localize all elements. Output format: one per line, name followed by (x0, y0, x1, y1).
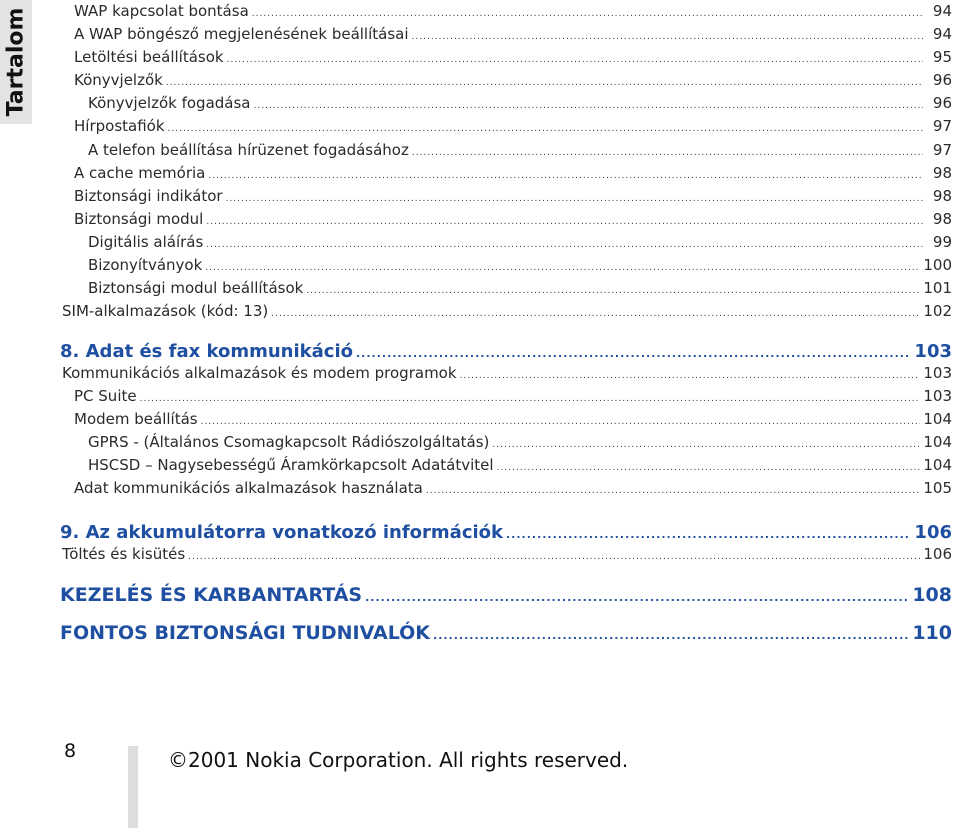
dot-leader (205, 257, 920, 279)
toc-entry-page: 106 (923, 545, 952, 563)
toc-entry-page: 96 (932, 94, 952, 112)
toc-entry[interactable] (88, 139, 952, 161)
toc-entry-title: KEZELÉS ÉS KARBANTARTÁS (60, 584, 363, 606)
toc-entry-page: 103 (914, 341, 952, 362)
dot-leader (254, 95, 924, 117)
dot-leader (140, 388, 921, 410)
dot-leader (271, 303, 920, 325)
dot-leader (365, 584, 909, 612)
toc-entry[interactable] (62, 362, 952, 384)
toc-entry-title: Digitális aláírás (88, 233, 204, 251)
toc-entry-page: 104 (923, 433, 952, 451)
toc-entry[interactable] (62, 300, 952, 322)
toc-entry-title: Bizonyítványok (88, 256, 203, 274)
toc-entry-page: 102 (923, 302, 952, 320)
toc-entry-title: Biztonsági indikátor (74, 187, 223, 205)
toc-entry-title: SIM-alkalmazások (kód: 13) (62, 302, 269, 320)
side-tab-label: Tartalom (3, 7, 29, 117)
dot-leader (306, 280, 920, 302)
toc-entry[interactable] (74, 162, 952, 184)
toc-entry-page: 97 (932, 141, 952, 159)
toc-entry-title: Töltés és kisütés (62, 545, 186, 563)
toc-section-entry[interactable] (60, 581, 952, 609)
dot-leader (433, 622, 909, 650)
toc-entry-title: Kommunikációs alkalmazások és modem programok (62, 364, 457, 382)
dot-leader (188, 546, 920, 568)
toc-entry-title: GPRS - (Általános Csomagkapcsolt Rádiószolgáltatás) (88, 433, 490, 451)
dot-leader (497, 457, 921, 479)
copyright-notice: ©2001 Nokia Corporation. All rights reserved. (168, 748, 629, 772)
toc-entry-title: A cache memória (74, 164, 206, 182)
dot-leader (492, 434, 920, 456)
dot-leader (412, 142, 923, 164)
toc-entry-title: Modem beállítás (74, 410, 198, 428)
toc-entry-page: 104 (923, 456, 952, 474)
toc-entry[interactable] (74, 385, 952, 407)
toc-entry-page: 106 (914, 522, 952, 543)
dot-leader (206, 211, 923, 233)
toc-entry-title: 9. Az akkumulátorra vonatkozó információk (60, 522, 503, 543)
dot-leader (460, 365, 921, 387)
toc-entry[interactable] (74, 408, 952, 430)
side-tab (0, 0, 32, 124)
toc-entry-title: Könyvjelzők fogadása (88, 94, 251, 112)
dot-leader (252, 3, 923, 25)
toc-entry[interactable] (74, 115, 952, 137)
toc-entry-title: Hírpostafiók (74, 117, 165, 135)
toc-entry-title: WAP kapcsolat bontása (74, 2, 249, 20)
toc-entry-title: FONTOS BIZTONSÁGI TUDNIVALÓK (60, 622, 431, 644)
toc-entry[interactable] (88, 231, 952, 253)
dot-leader (226, 188, 923, 210)
toc-entry-title: Biztonsági modul beállítások (88, 279, 304, 297)
toc-entry-page: 94 (932, 25, 952, 43)
toc-entry-title: A WAP böngésző megjelenésének beállításai (74, 25, 409, 43)
toc-entry-page: 98 (932, 164, 952, 182)
toc-entry[interactable] (74, 69, 952, 91)
toc-entry[interactable] (74, 185, 952, 207)
toc-entry-page: 101 (923, 279, 952, 297)
dot-leader (201, 411, 921, 433)
toc-entry-title: 8. Adat és fax kommunikáció (60, 341, 353, 362)
toc-entry-title: Könyvjelzők (74, 71, 163, 89)
toc-entry-page: 99 (932, 233, 952, 251)
toc-entry-page: 100 (923, 256, 952, 274)
dot-leader (208, 165, 923, 187)
toc-entry-page: 95 (932, 48, 952, 66)
toc-entry-page: 96 (932, 71, 952, 89)
dot-leader (227, 49, 923, 71)
toc-entry[interactable] (88, 254, 952, 276)
dot-leader (206, 234, 923, 256)
toc-entry-page: 110 (912, 622, 952, 644)
dot-leader (412, 26, 923, 48)
toc-entry-page: 103 (923, 387, 952, 405)
toc-entry-title: A telefon beállítása hírüzenet fogadásához (88, 141, 409, 159)
toc-entry-page: 103 (923, 364, 952, 382)
toc-entry-page: 98 (932, 187, 952, 205)
toc-entry-title: Biztonsági modul (74, 210, 204, 228)
footer-divider (128, 746, 138, 828)
toc-entry[interactable] (74, 208, 952, 230)
toc-entry[interactable] (74, 23, 952, 45)
toc-entry[interactable] (88, 454, 952, 476)
toc-entry[interactable] (88, 92, 952, 114)
toc-entry-page: 108 (912, 584, 952, 606)
toc-entry[interactable] (74, 0, 952, 22)
dot-leader (166, 72, 923, 94)
toc-entry[interactable] (88, 431, 952, 453)
toc-entry-page: 97 (932, 117, 952, 135)
page-number: 8 (64, 740, 77, 762)
toc-entry[interactable] (74, 46, 952, 68)
toc-entry[interactable] (74, 477, 952, 499)
toc-entry-title: PC Suite (74, 387, 137, 405)
toc-entry-title: Letöltési beállítások (74, 48, 224, 66)
toc-entry-title: HSCSD – Nagysebességű Áramkörkapcsolt Adatátvitel (88, 456, 494, 474)
toc-entry[interactable] (88, 277, 952, 299)
toc-section-entry[interactable] (60, 619, 952, 647)
dot-leader (168, 118, 923, 140)
toc-entry-page: 98 (932, 210, 952, 228)
toc-entry[interactable] (62, 543, 952, 565)
toc-entry-page: 104 (923, 410, 952, 428)
toc-entry-page: 105 (923, 479, 952, 497)
dot-leader (426, 480, 920, 502)
toc-entry-title: Adat kommunikációs alkalmazások használata (74, 479, 423, 497)
toc-entry-page: 94 (932, 2, 952, 20)
